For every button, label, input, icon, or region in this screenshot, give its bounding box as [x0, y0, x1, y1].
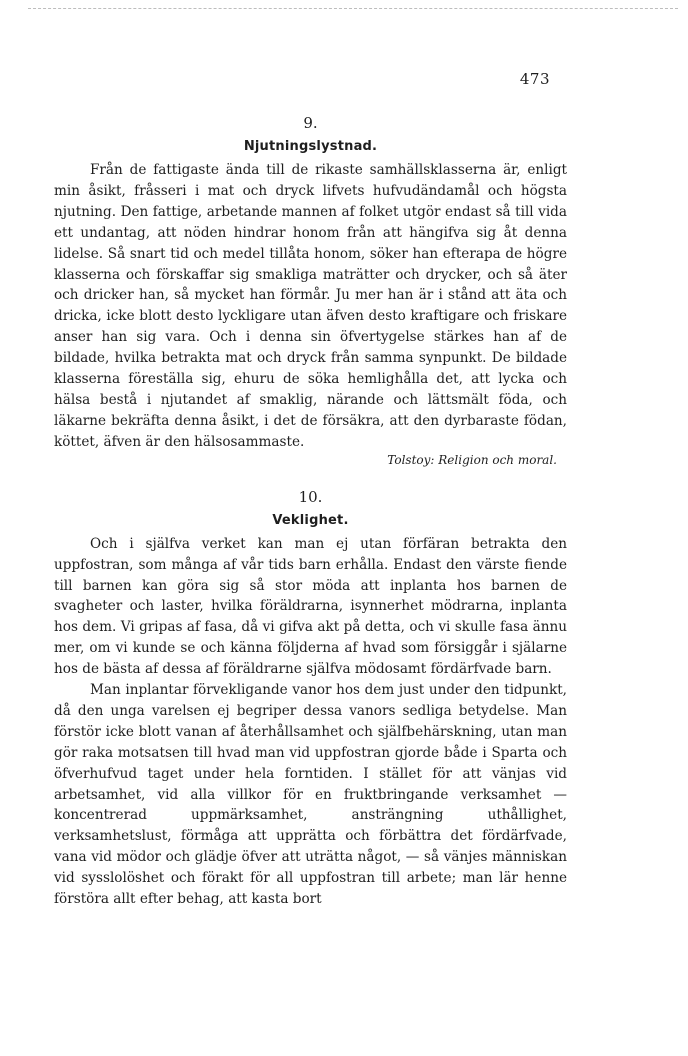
section-title: Njutningslystnad. [243, 139, 378, 154]
section-number: 10. [298, 487, 323, 506]
text-column [54, 112, 567, 910]
section-9 [54, 112, 567, 468]
section-10 [54, 486, 567, 910]
section-title: Veklighet. [272, 512, 349, 528]
attribution: Tolstoy: Religion och moral. [387, 452, 557, 467]
section-number: 9. [303, 114, 318, 132]
page-number: 473 [519, 70, 550, 88]
scan-top-edge [28, 8, 678, 9]
paragraph: Och i själfva verket kan man ej utan förfäran betrakta den uppfostran, som många af vår tids barn erhålla. Endast den värste fiende till barnen kan göra sig så stor möda att inplanta hos barnen de svagheter och laster, hvilka föräldrarna, isynnerhet mödrarna, inplanta hos dem. Vi gripas af fasa, då vi gifva akt på detta, och vi skulle fasa ännu mer, om vi kunde se och känna följderna af hvad som försiggår i själarne hos de bästa af dessa af föräldrarne själfva mödosamt fördärfvade barn. [54, 535, 567, 678]
paragraph: Från de fattigaste ända till de rikaste samhällsklasserna är, enligt min åsikt, fråsseri i mat och dryck lifvets hufvudändamål och högsta njutning. Den fattige, arbetande mannen af folket utgör endast så till vida ett undantag, att nöden hindrar honom från att hängifva sig åt denna lidelse. Så snart tid och medel tillåta honom, söker han efterapa de högre klasserna och förskaffar sig smakliga maträtter och drycker, och så äter och dricker han, så mycket han förmår. Ju mer han är i stånd att äta och dricka, icke blott desto lyckligare utan äfven desto kraftigare och friskare anser han sig vara. Och i denna sin öfvertygelse stärkes han af de bildade, hvilka betrakta mat och dryck från samma synpunkt. De bildade klasserna föreställa sig, ehuru de söka hemlighålla det, att lycka och hälsa bestå i njutandet af smaklig, närande och lättsmält föda, och läkarne bekräfta denna åsikt, i det de försäkra, att den dyrbaraste födan, köttet, äfven är den hälsosammaste. [54, 162, 567, 450]
paragraph: Man inplantar förvekligande vanor hos dem just under den tidpunkt, då den unga varelsen ej begriper dessa vanors sedliga betydelse. Man förstör icke blott vanan af återhållsamhet och själfbehärskning, utan man gör raka motsatsen till hvad man vid uppfostran gjorde både i Sparta och öfverhufvud taget under hela forntiden. I stället för att vänjas vid arbetsamhet, vid alla villkor för en fruktbringande verksamhet — koncentrerad uppmärksamhet, ansträngning uthållighet, verksamhetslust, förmåga att upprätta och förbättra det fördärfvade, vana vid mödor och glädje öfver att uträtta något, — så vänjes människan vid sysslolöshet och förakt för all uppfostran till arbete; man lär henne förstöra allt efter behag, att kasta bort [54, 682, 567, 908]
